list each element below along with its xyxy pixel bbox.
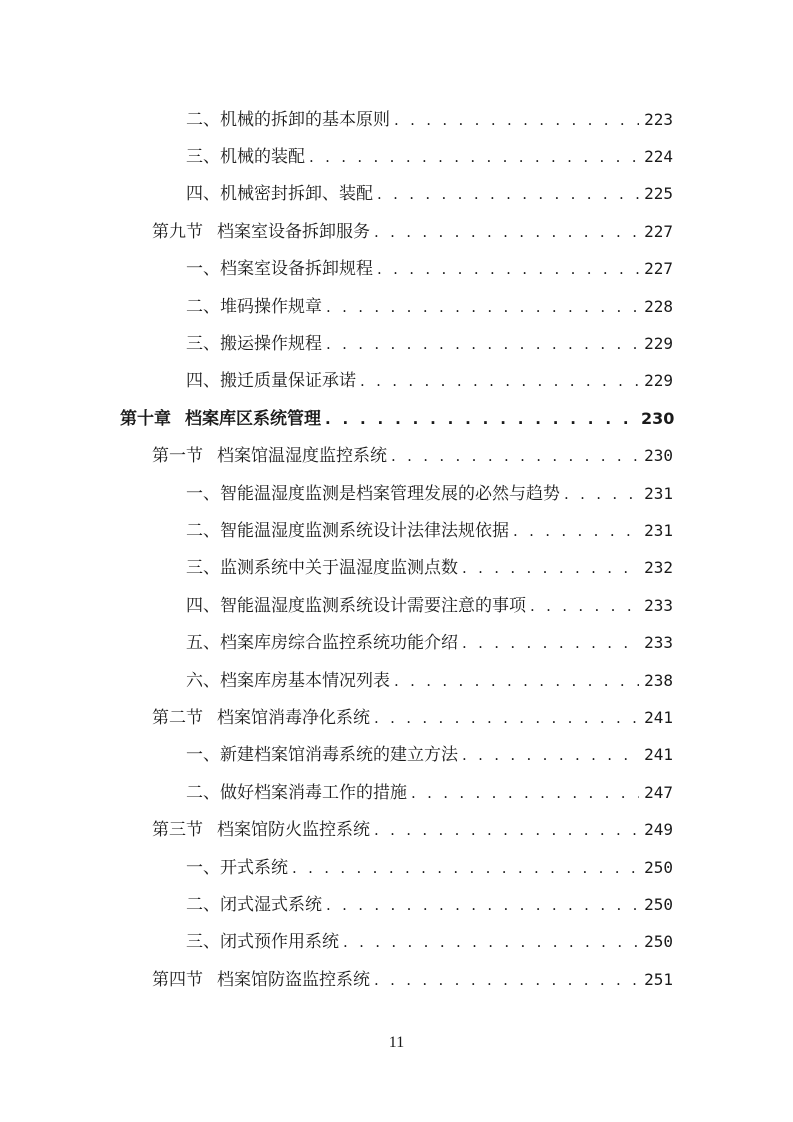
toc-entry-page: 230 [641, 408, 675, 428]
dot-leader [377, 259, 639, 279]
toc-entry-page: 250 [644, 932, 673, 952]
dot-leader [411, 783, 639, 803]
page-number: 11 [388, 1034, 405, 1051]
toc-entry-title [186, 334, 322, 354]
toc-entry-page: 238 [644, 670, 673, 690]
toc-entry-title [186, 521, 509, 541]
toc-entry-title [186, 745, 458, 765]
toc-entry-item[interactable] [0, 624, 793, 661]
toc-entry-title [186, 895, 322, 915]
toc-entry-page: 227 [644, 221, 673, 241]
dot-leader [462, 745, 639, 765]
toc-entry-item[interactable] [0, 325, 793, 362]
toc-entry-title [186, 184, 373, 204]
dot-leader [391, 446, 639, 466]
toc-entry-item[interactable] [0, 587, 793, 624]
toc-entry-text: 三、闭式预作用系统 [186, 932, 339, 953]
dot-leader [325, 409, 639, 429]
toc-entry-title [186, 259, 373, 279]
toc-entry-title [186, 596, 526, 616]
dot-leader [326, 895, 639, 915]
toc-entry-page: 231 [644, 520, 673, 540]
toc-entry-text: 五、档案库房综合监控系统功能介绍 [186, 633, 458, 654]
toc-entry-title [152, 446, 387, 466]
table-of-contents [0, 101, 793, 998]
toc-entry-section[interactable] [0, 699, 793, 736]
toc-entry-item[interactable] [0, 101, 793, 138]
toc-entry-text: 档案馆温湿度监控系统 [217, 446, 387, 467]
dot-leader [374, 820, 639, 840]
toc-entry-item[interactable] [0, 288, 793, 325]
toc-entry-section[interactable] [0, 961, 793, 998]
dot-leader [394, 671, 639, 691]
toc-entry-item[interactable] [0, 363, 793, 400]
toc-entry-text: 四、机械密封拆卸、装配 [186, 184, 373, 205]
toc-entry-page: 231 [644, 483, 673, 503]
toc-entry-title [186, 558, 458, 578]
toc-entry-text: 六、档案库房基本情况列表 [186, 670, 390, 691]
toc-entry-prefix: 第一节 [152, 446, 203, 467]
toc-entry-page: 241 [644, 745, 673, 765]
toc-entry-section[interactable] [0, 213, 793, 250]
toc-entry-text: 四、智能温湿度监测系统设计需要注意的事项 [186, 595, 526, 616]
dot-leader [343, 932, 639, 952]
toc-entry-prefix: 第三节 [152, 820, 203, 841]
toc-entry-text: 三、机械的装配 [186, 147, 305, 168]
toc-entry-page: 249 [644, 820, 673, 840]
toc-entry-title [186, 671, 390, 691]
toc-entry-item[interactable] [0, 774, 793, 811]
toc-entry-text: 二、机械的拆卸的基本原则 [186, 109, 390, 130]
toc-entry-text: 一、开式系统 [186, 857, 288, 878]
dot-leader [513, 521, 639, 541]
toc-entry-text: 档案室设备拆卸服务 [217, 221, 370, 242]
dot-leader [374, 708, 639, 728]
toc-entry-title [152, 820, 370, 840]
toc-entry-text: 档案馆防盗监控系统 [217, 969, 370, 990]
toc-entry-page: 247 [644, 782, 673, 802]
toc-entry-item[interactable] [0, 924, 793, 961]
toc-entry-title [186, 110, 390, 130]
dot-leader [462, 633, 639, 653]
toc-entry-page: 250 [644, 894, 673, 914]
toc-entry-page: 224 [644, 147, 673, 167]
toc-entry-title [186, 633, 458, 653]
toc-entry-title [186, 783, 407, 803]
toc-entry-text: 一、档案室设备拆卸规程 [186, 259, 373, 280]
toc-entry-text: 二、智能温湿度监测系统设计法律法规依据 [186, 520, 509, 541]
toc-entry-text: 一、智能温湿度监测是档案管理发展的必然与趋势 [186, 483, 560, 504]
toc-entry-item[interactable] [0, 251, 793, 288]
toc-entry-title [186, 371, 356, 391]
toc-entry-page: 223 [644, 109, 673, 129]
toc-entry-text: 档案馆消毒净化系统 [217, 707, 370, 728]
toc-entry-title [152, 970, 370, 990]
toc-entry-title [152, 222, 370, 242]
toc-entry-page: 225 [644, 184, 673, 204]
dot-leader [374, 970, 639, 990]
toc-entry-page: 233 [644, 595, 673, 615]
toc-entry-page: 232 [644, 558, 673, 578]
dot-leader [326, 297, 639, 317]
toc-entry-text: 一、新建档案馆消毒系统的建立方法 [186, 745, 458, 766]
dot-leader [326, 334, 639, 354]
dot-leader [374, 222, 639, 242]
toc-entry-page: 227 [644, 259, 673, 279]
toc-entry-title [186, 147, 305, 167]
toc-entry-prefix: 第四节 [152, 969, 203, 990]
toc-entry-title [186, 484, 560, 504]
toc-entry-text: 二、闭式湿式系统 [186, 894, 322, 915]
toc-entry-section[interactable] [0, 811, 793, 848]
toc-entry-page: 233 [644, 633, 673, 653]
toc-entry-prefix: 第九节 [152, 221, 203, 242]
toc-entry-text: 档案库区系统管理 [185, 408, 321, 429]
toc-entry-page: 251 [644, 969, 673, 989]
dot-leader [377, 184, 639, 204]
toc-entry-item[interactable] [0, 886, 793, 923]
toc-entry-text: 三、监测系统中关于温湿度监测点数 [186, 558, 458, 579]
toc-entry-text: 二、堆码操作规章 [186, 296, 322, 317]
toc-entry-item[interactable] [0, 176, 793, 213]
dot-leader [564, 484, 639, 504]
toc-entry-text: 档案馆防火监控系统 [217, 820, 370, 841]
toc-entry-item[interactable] [0, 662, 793, 699]
toc-entry-title [186, 932, 339, 952]
dot-leader [309, 147, 639, 167]
toc-entry-text: 四、搬迁质量保证承诺 [186, 371, 356, 392]
toc-entry-item[interactable] [0, 475, 793, 512]
toc-entry-item[interactable] [0, 138, 793, 175]
dot-leader [360, 371, 639, 391]
toc-entry-prefix: 第十章 [120, 408, 171, 429]
toc-entry-page: 228 [644, 296, 673, 316]
toc-entry-page: 241 [644, 707, 673, 727]
toc-entry-section[interactable] [0, 438, 793, 475]
dot-leader [462, 558, 639, 578]
toc-entry-item[interactable] [0, 849, 793, 886]
toc-entry-title [186, 858, 288, 878]
toc-entry-title [120, 409, 321, 429]
toc-entry-page: 230 [644, 446, 673, 466]
toc-entry-page: 250 [644, 857, 673, 877]
toc-entry-item[interactable] [0, 737, 793, 774]
toc-entry-text: 三、搬运操作规程 [186, 334, 322, 355]
toc-entry-prefix: 第二节 [152, 707, 203, 728]
dot-leader [530, 596, 639, 616]
dot-leader [394, 110, 639, 130]
toc-entry-title [186, 297, 322, 317]
toc-entry-item[interactable] [0, 550, 793, 587]
toc-entry-page: 229 [644, 371, 673, 391]
toc-entry-page: 229 [644, 334, 673, 354]
toc-entry-title [152, 708, 370, 728]
dot-leader [292, 858, 639, 878]
toc-entry-item[interactable] [0, 512, 793, 549]
toc-entry-text: 二、做好档案消毒工作的措施 [186, 782, 407, 803]
toc-entry-chapter[interactable] [0, 400, 793, 437]
